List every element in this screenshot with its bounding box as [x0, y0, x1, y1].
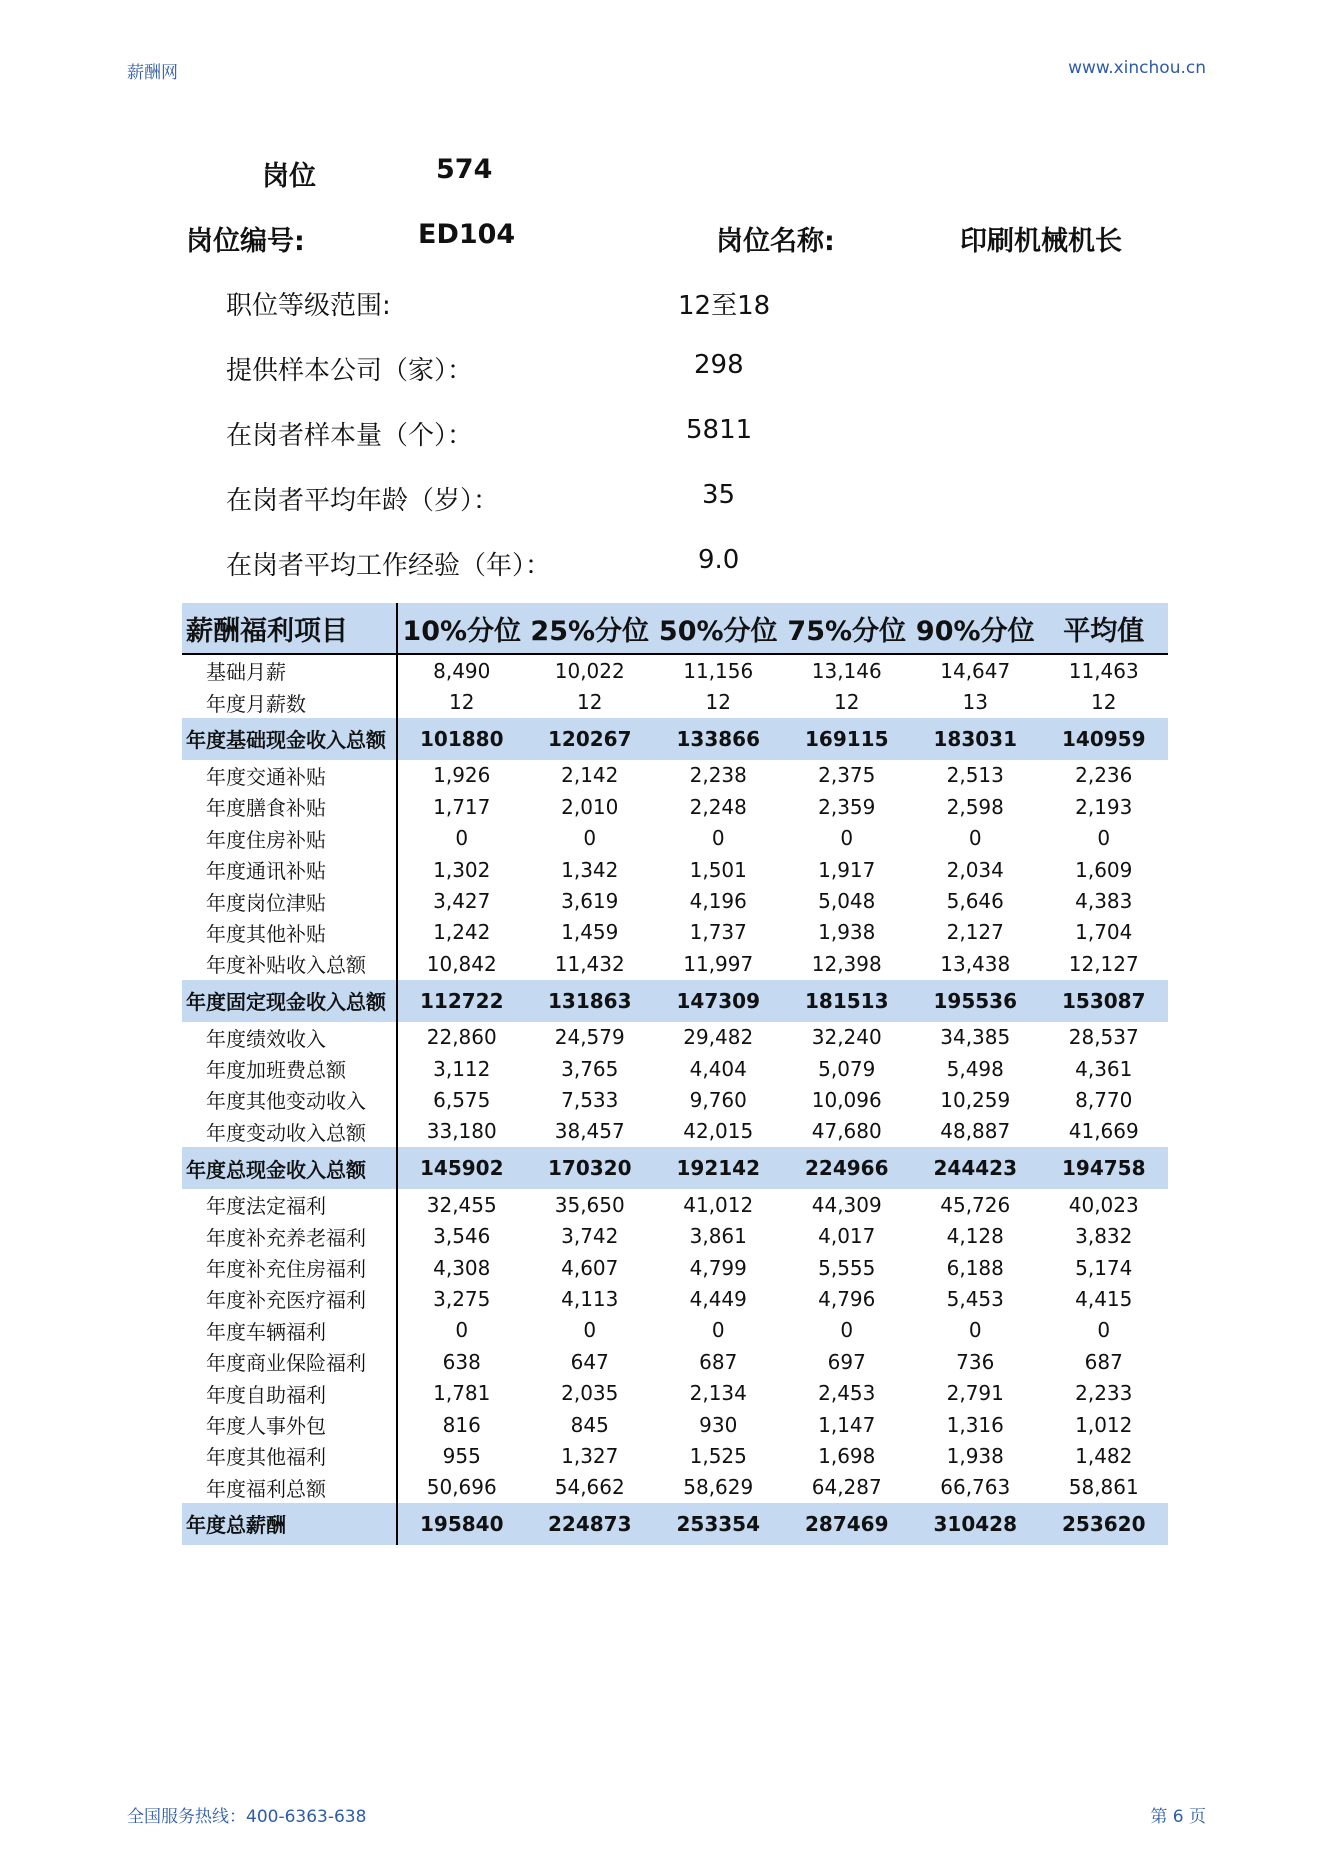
table-total-row — [182, 1503, 1168, 1545]
row-value: 34,385 — [940, 1025, 1011, 1050]
row-value: 32,240 — [811, 1025, 882, 1050]
salary-table — [182, 603, 1168, 1545]
position-number: 574 — [436, 154, 493, 185]
table-total-row — [182, 718, 1168, 760]
row-value: 54,662 — [554, 1475, 625, 1500]
row-value: 0 — [583, 1318, 597, 1343]
average-experience-value: 9.0 — [698, 545, 740, 575]
row-value: 3,742 — [561, 1224, 619, 1249]
table-row — [182, 1283, 1168, 1314]
row-value: 687 — [699, 1349, 738, 1374]
table-row — [182, 1252, 1168, 1283]
row-value: 29,482 — [683, 1025, 754, 1050]
sample-size-label: 在岗者样本量（个）： — [226, 421, 474, 451]
row-value: 3,765 — [561, 1056, 619, 1081]
row-value: 12 — [834, 690, 860, 715]
row-value: 2,236 — [1075, 763, 1133, 788]
row-value: 4,361 — [1075, 1056, 1133, 1081]
row-value: 647 — [570, 1349, 609, 1374]
row-label: 年度其他福利 — [182, 1440, 397, 1471]
row-value: 48,887 — [940, 1119, 1011, 1144]
row-value: 2,375 — [818, 763, 876, 788]
row-value: 38,457 — [554, 1119, 625, 1144]
row-value: 10,259 — [940, 1087, 1011, 1112]
row-value: 2,513 — [946, 763, 1004, 788]
position-code-label: 岗位编号: — [186, 226, 305, 257]
position-name: 印刷机械机长 — [960, 226, 1122, 257]
row-label: 年度交通补贴 — [182, 760, 397, 791]
row-value: 1,501 — [689, 857, 747, 882]
position-name-label: 岗位名称: — [716, 226, 835, 257]
row-label: 年度商业保险福利 — [182, 1346, 397, 1377]
row-value: 0 — [711, 826, 725, 851]
row-value: 22,860 — [426, 1025, 497, 1050]
table-header-row — [182, 603, 1168, 654]
row-value: 697 — [827, 1349, 866, 1374]
table-row — [182, 1116, 1168, 1147]
table-row — [182, 1472, 1168, 1503]
row-value: 3,861 — [689, 1224, 747, 1249]
row-value: 1,302 — [433, 857, 491, 882]
row-value: 0 — [583, 826, 597, 851]
row-value: 101880 — [397, 718, 526, 760]
row-value: 2,010 — [561, 794, 619, 819]
average-age-label: 在岗者平均年龄（岁）： — [226, 486, 500, 516]
row-value: 11,997 — [683, 951, 754, 976]
row-value: 244423 — [911, 1147, 1040, 1189]
row-value: 0 — [455, 1318, 469, 1343]
row-value: 1,917 — [818, 857, 876, 882]
grade-range-value: 12至18 — [678, 291, 771, 321]
row-value: 930 — [699, 1412, 738, 1437]
row-value: 3,275 — [433, 1286, 491, 1311]
row-value: 50,696 — [426, 1475, 497, 1500]
header-p90: 90%分位 — [911, 603, 1040, 654]
row-value: 5,174 — [1075, 1255, 1133, 1280]
table-row — [182, 885, 1168, 916]
row-value: 4,449 — [689, 1286, 747, 1311]
row-value: 2,134 — [689, 1381, 747, 1406]
row-value: 13 — [962, 690, 988, 715]
row-value: 40,023 — [1068, 1192, 1139, 1217]
row-value: 5,555 — [818, 1255, 876, 1280]
row-value: 170320 — [526, 1147, 655, 1189]
row-value: 33,180 — [426, 1119, 497, 1144]
row-value: 2,359 — [818, 794, 876, 819]
row-value: 28,537 — [1068, 1025, 1139, 1050]
grade-range-label: 职位等级范围: — [226, 291, 391, 321]
table-row — [182, 791, 1168, 822]
row-value: 736 — [956, 1349, 995, 1374]
row-value: 5,646 — [946, 889, 1004, 914]
row-value: 140959 — [1040, 718, 1169, 760]
row-value: 4,113 — [561, 1286, 619, 1311]
row-value: 816 — [442, 1412, 481, 1437]
row-value: 224966 — [783, 1147, 912, 1189]
row-value: 8,490 — [433, 658, 491, 683]
row-value: 6,188 — [946, 1255, 1004, 1280]
row-value: 41,012 — [683, 1192, 754, 1217]
row-value: 153087 — [1040, 980, 1169, 1022]
header-item: 薪酬福利项目 — [182, 603, 397, 654]
table-row — [182, 686, 1168, 717]
row-value: 192142 — [654, 1147, 783, 1189]
row-label: 年度人事外包 — [182, 1409, 397, 1440]
row-value: 4,383 — [1075, 889, 1133, 914]
row-value: 638 — [442, 1349, 481, 1374]
table-body — [182, 654, 1168, 1545]
row-value: 1,717 — [433, 794, 491, 819]
row-value: 32,455 — [426, 1192, 497, 1217]
row-value: 845 — [570, 1412, 609, 1437]
row-label: 年度法定福利 — [182, 1189, 397, 1220]
row-value: 310428 — [911, 1503, 1040, 1545]
position-code: ED104 — [418, 219, 516, 250]
row-label: 年度补贴收入总额 — [182, 948, 397, 979]
row-value: 9,760 — [689, 1087, 747, 1112]
row-value: 44,309 — [811, 1192, 882, 1217]
row-label: 年度加班费总额 — [182, 1053, 397, 1084]
site-name: 薪酬网 — [127, 63, 178, 83]
row-value: 1,938 — [818, 920, 876, 945]
row-value: 112722 — [397, 980, 526, 1022]
row-value: 194758 — [1040, 1147, 1169, 1189]
row-value: 4,607 — [561, 1255, 619, 1280]
row-value: 4,017 — [818, 1224, 876, 1249]
row-value: 1,737 — [689, 920, 747, 945]
row-value: 183031 — [911, 718, 1040, 760]
header-average: 平均值 — [1040, 603, 1169, 654]
row-value: 0 — [968, 1318, 982, 1343]
row-value: 1,147 — [818, 1412, 876, 1437]
row-value: 10,096 — [811, 1087, 882, 1112]
row-value: 13,146 — [811, 658, 882, 683]
row-value: 1,609 — [1075, 857, 1133, 882]
row-value: 253620 — [1040, 1503, 1169, 1545]
row-value: 0 — [840, 1318, 854, 1343]
row-value: 2,034 — [946, 857, 1004, 882]
row-value: 5,048 — [818, 889, 876, 914]
hotline: 全国服务热线：400-6363-638 — [127, 1807, 367, 1827]
row-value: 0 — [711, 1318, 725, 1343]
page-number: 第 6 页 — [1150, 1807, 1206, 1827]
row-label: 年度福利总额 — [182, 1472, 397, 1503]
row-label: 年度通讯补贴 — [182, 854, 397, 885]
row-value: 145902 — [397, 1147, 526, 1189]
row-value: 1,781 — [433, 1381, 491, 1406]
row-value: 3,546 — [433, 1224, 491, 1249]
row-value: 10,022 — [554, 658, 625, 683]
row-value: 2,193 — [1075, 794, 1133, 819]
row-value: 4,128 — [946, 1224, 1004, 1249]
row-value: 2,233 — [1075, 1381, 1133, 1406]
row-value: 147309 — [654, 980, 783, 1022]
table-row — [182, 760, 1168, 791]
row-label: 年度补充养老福利 — [182, 1220, 397, 1251]
row-value: 11,156 — [683, 658, 754, 683]
table-row — [182, 1053, 1168, 1084]
row-label: 年度其他补贴 — [182, 917, 397, 948]
row-value: 2,142 — [561, 763, 619, 788]
table-total-row — [182, 980, 1168, 1022]
row-label: 年度膳食补贴 — [182, 791, 397, 822]
table-row — [182, 1440, 1168, 1471]
row-value: 8,770 — [1075, 1087, 1133, 1112]
row-value: 64,287 — [811, 1475, 882, 1500]
table-row — [182, 854, 1168, 885]
row-value: 13,438 — [940, 951, 1011, 976]
row-label: 年度月薪数 — [182, 686, 397, 717]
row-value: 12 — [577, 690, 603, 715]
row-value: 224873 — [526, 1503, 655, 1545]
table-total-row — [182, 1147, 1168, 1189]
row-label: 基础月薪 — [182, 654, 397, 686]
row-value: 4,799 — [689, 1255, 747, 1280]
site-url[interactable]: www.xinchou.cn — [1068, 58, 1206, 78]
table-row — [182, 1409, 1168, 1440]
row-value: 7,533 — [561, 1087, 619, 1112]
row-value: 169115 — [783, 718, 912, 760]
average-experience-label: 在岗者平均工作经验（年）： — [226, 551, 552, 581]
row-value: 4,415 — [1075, 1286, 1133, 1311]
row-value: 41,669 — [1068, 1119, 1139, 1144]
row-value: 24,579 — [554, 1025, 625, 1050]
position-label: 岗位 — [262, 161, 316, 192]
row-value: 3,619 — [561, 889, 619, 914]
row-value: 2,453 — [818, 1381, 876, 1406]
row-label: 年度基础现金收入总额 — [182, 718, 397, 760]
row-value: 58,861 — [1068, 1475, 1139, 1500]
row-value: 3,112 — [433, 1056, 491, 1081]
row-label: 年度绩效收入 — [182, 1022, 397, 1053]
row-value: 120267 — [526, 718, 655, 760]
row-value: 6,575 — [433, 1087, 491, 1112]
row-value: 11,432 — [554, 951, 625, 976]
header-p10: 10%分位 — [397, 603, 526, 654]
row-value: 58,629 — [683, 1475, 754, 1500]
sample-companies-label: 提供样本公司（家）： — [226, 356, 474, 386]
row-value: 12,127 — [1068, 951, 1139, 976]
row-value: 1,926 — [433, 763, 491, 788]
row-value: 0 — [968, 826, 982, 851]
table-row — [182, 1189, 1168, 1220]
row-value: 1,342 — [561, 857, 619, 882]
row-value: 195536 — [911, 980, 1040, 1022]
row-value: 2,791 — [946, 1381, 1004, 1406]
row-value: 687 — [1084, 1349, 1123, 1374]
row-value: 10,842 — [426, 951, 497, 976]
row-label: 年度住房补贴 — [182, 823, 397, 854]
table-row — [182, 654, 1168, 686]
row-label: 年度变动收入总额 — [182, 1116, 397, 1147]
row-value: 0 — [840, 826, 854, 851]
average-age-value: 35 — [702, 480, 736, 510]
row-value: 2,127 — [946, 920, 1004, 945]
row-value: 4,796 — [818, 1286, 876, 1311]
header-p50: 50%分位 — [654, 603, 783, 654]
row-value: 287469 — [783, 1503, 912, 1545]
row-value: 35,650 — [554, 1192, 625, 1217]
row-label: 年度车辆福利 — [182, 1315, 397, 1346]
row-value: 1,704 — [1075, 920, 1133, 945]
row-value: 66,763 — [940, 1475, 1011, 1500]
row-value: 12 — [705, 690, 731, 715]
row-value: 12,398 — [811, 951, 882, 976]
row-value: 2,598 — [946, 794, 1004, 819]
row-value: 253354 — [654, 1503, 783, 1545]
row-label: 年度固定现金收入总额 — [182, 980, 397, 1022]
row-value: 0 — [1097, 826, 1111, 851]
row-value: 1,525 — [689, 1443, 747, 1468]
row-label: 年度总现金收入总额 — [182, 1147, 397, 1189]
row-value: 195840 — [397, 1503, 526, 1545]
table-row — [182, 917, 1168, 948]
row-value: 2,035 — [561, 1381, 619, 1406]
row-value: 955 — [442, 1443, 481, 1468]
table-row — [182, 1084, 1168, 1115]
table-row — [182, 823, 1168, 854]
sample-companies-value: 298 — [694, 350, 744, 380]
row-value: 1,698 — [818, 1443, 876, 1468]
row-value: 2,248 — [689, 794, 747, 819]
row-value: 5,498 — [946, 1056, 1004, 1081]
row-value: 0 — [1097, 1318, 1111, 1343]
row-value: 42,015 — [683, 1119, 754, 1144]
row-value: 12 — [449, 690, 475, 715]
row-value: 5,453 — [946, 1286, 1004, 1311]
row-value: 3,427 — [433, 889, 491, 914]
header-p75: 75%分位 — [783, 603, 912, 654]
row-value: 1,459 — [561, 920, 619, 945]
row-value: 181513 — [783, 980, 912, 1022]
row-value: 2,238 — [689, 763, 747, 788]
row-label: 年度补充医疗福利 — [182, 1283, 397, 1314]
row-value: 131863 — [526, 980, 655, 1022]
row-value: 5,079 — [818, 1056, 876, 1081]
row-value: 1,242 — [433, 920, 491, 945]
table-row — [182, 1022, 1168, 1053]
row-value: 1,327 — [561, 1443, 619, 1468]
row-value: 12 — [1091, 690, 1117, 715]
row-value: 11,463 — [1068, 658, 1139, 683]
row-label: 年度岗位津贴 — [182, 885, 397, 916]
row-value: 1,316 — [946, 1412, 1004, 1437]
row-value: 14,647 — [940, 658, 1011, 683]
row-value: 47,680 — [811, 1119, 882, 1144]
row-label: 年度其他变动收入 — [182, 1084, 397, 1115]
row-value: 4,404 — [689, 1056, 747, 1081]
row-value: 1,482 — [1075, 1443, 1133, 1468]
row-value: 0 — [455, 826, 469, 851]
table-row — [182, 1377, 1168, 1408]
table-row — [182, 1346, 1168, 1377]
sample-size-value: 5811 — [686, 415, 753, 445]
row-value: 3,832 — [1075, 1224, 1133, 1249]
row-label: 年度总薪酬 — [182, 1503, 397, 1545]
row-label: 年度补充住房福利 — [182, 1252, 397, 1283]
row-label: 年度自助福利 — [182, 1377, 397, 1408]
row-value: 1,012 — [1075, 1412, 1133, 1437]
row-value: 1,938 — [946, 1443, 1004, 1468]
row-value: 133866 — [654, 718, 783, 760]
row-value: 4,308 — [433, 1255, 491, 1280]
table-row — [182, 1220, 1168, 1251]
row-value: 4,196 — [689, 889, 747, 914]
table-row — [182, 1315, 1168, 1346]
header-p25: 25%分位 — [526, 603, 655, 654]
row-value: 45,726 — [940, 1192, 1011, 1217]
table-row — [182, 948, 1168, 979]
